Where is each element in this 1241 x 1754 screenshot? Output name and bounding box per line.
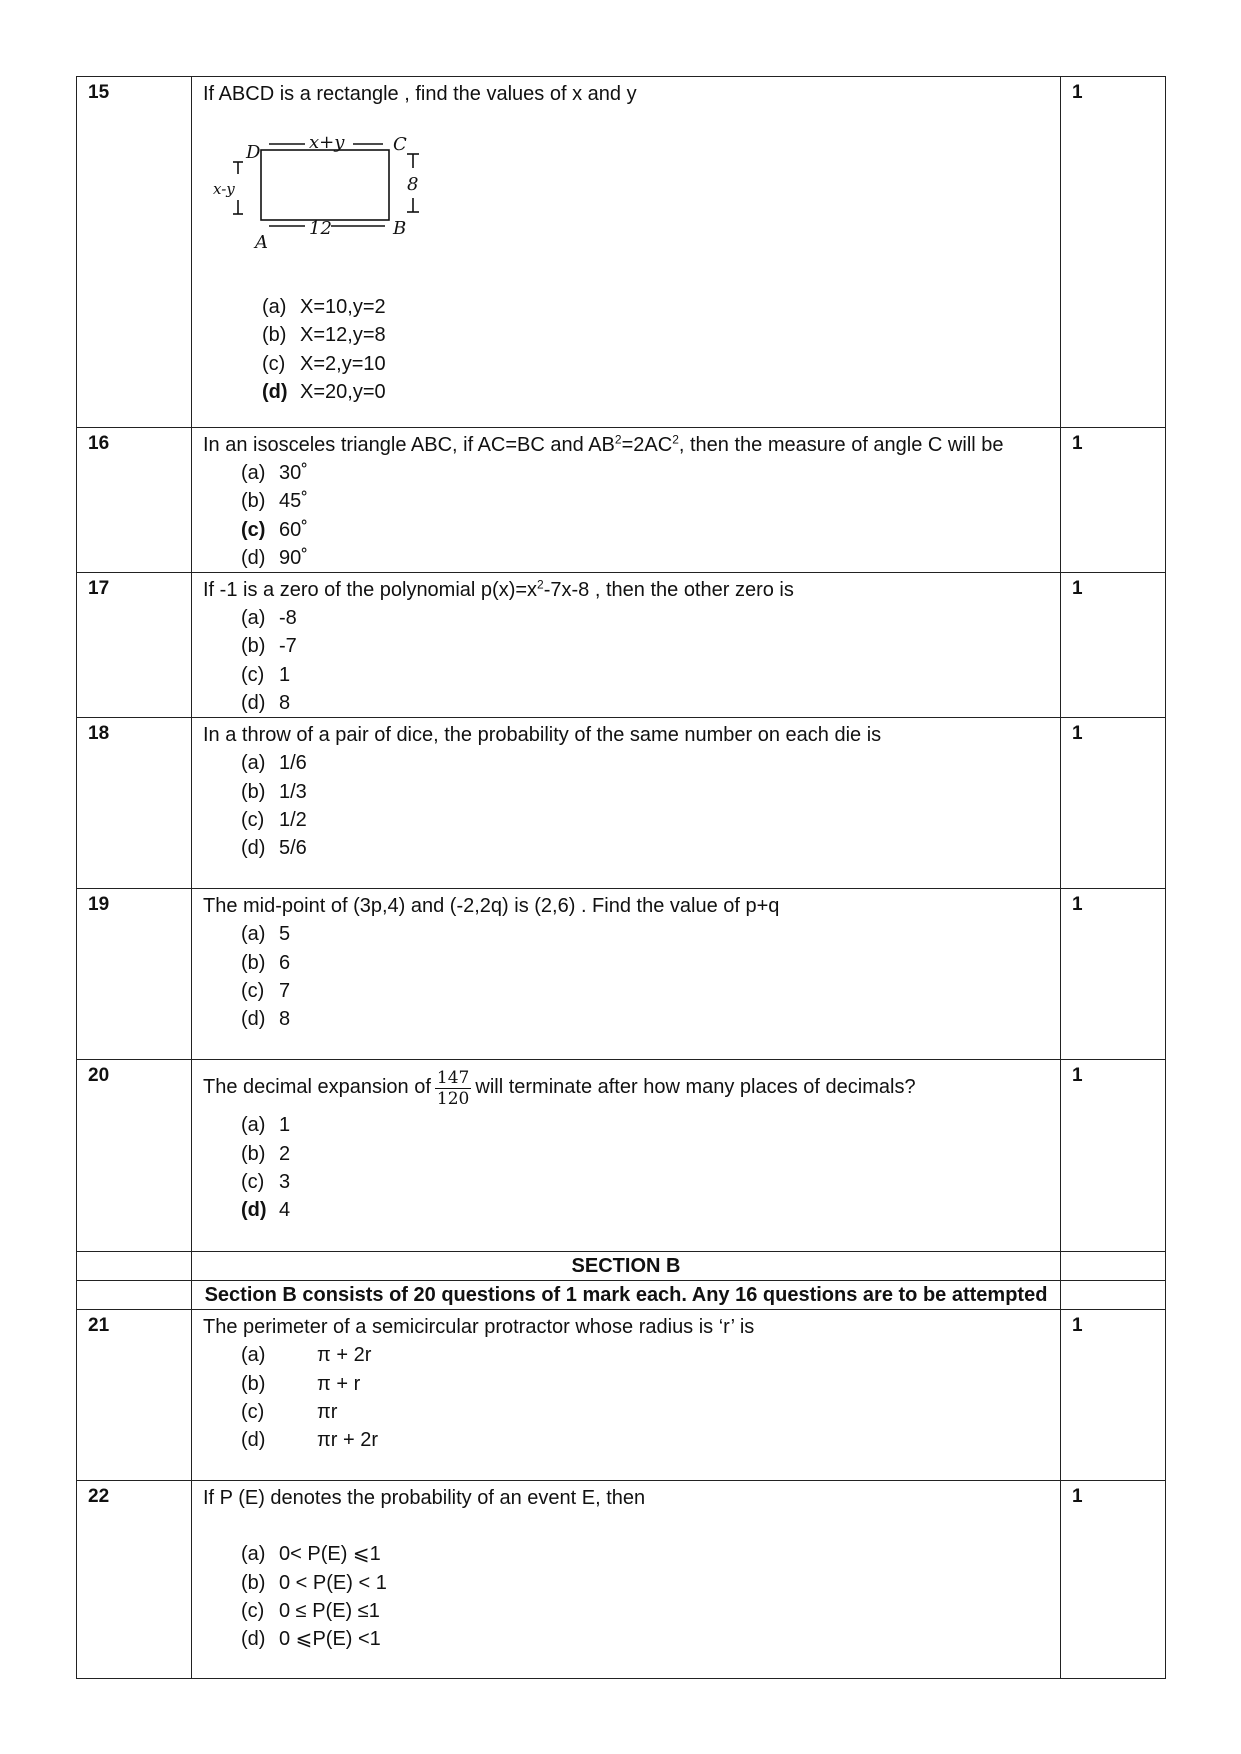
question-cell xyxy=(192,1060,1061,1252)
option-c: (c) 1/2 xyxy=(241,808,307,831)
options-list xyxy=(241,920,1052,1033)
marks: 1 xyxy=(1061,1060,1166,1252)
side-label-bottom: 12 xyxy=(309,218,332,239)
option-a: (a) 0< P(E) ⩽1 xyxy=(241,1543,381,1566)
options-list xyxy=(241,749,1052,862)
rectangle-figure xyxy=(213,128,473,268)
option-d: (d) 8 xyxy=(241,692,291,715)
question-number: 17 xyxy=(77,573,192,718)
question-number: 18 xyxy=(77,718,192,889)
marks: 1 xyxy=(1061,573,1166,718)
question-cell xyxy=(192,1481,1061,1679)
question-cell xyxy=(192,573,1061,718)
question-cell xyxy=(192,428,1061,573)
marks: 1 xyxy=(1061,718,1166,889)
section-row xyxy=(77,1281,1166,1310)
side-label-right: 8 xyxy=(407,174,419,195)
question-text: In a throw of a pair of dice, the probability of the same number on each die is xyxy=(203,724,882,747)
vertex-label-c: C xyxy=(393,134,407,155)
question-text: The mid-point of (3p,4) and (-2,2q) is (2,6) . Find the value of p+q xyxy=(203,895,780,918)
option-b: (b) 1/3 xyxy=(241,780,307,803)
vertex-label-a: A xyxy=(255,232,268,253)
question-cell xyxy=(192,889,1061,1060)
options-list xyxy=(241,1111,1052,1224)
section-subtitle: Section B consists of 20 questions of 1 mark each. Any 16 questions are to be attempted xyxy=(192,1281,1061,1310)
vertex-label-b: B xyxy=(393,218,407,239)
question-text: If -1 is a zero of the polynomial $p(x)=x^2-7x-8$ , then the other zero is xyxy=(203,577,794,602)
option-d: (d) πr + 2r xyxy=(241,1429,379,1452)
section-row xyxy=(77,1252,1166,1281)
question-number: 21 xyxy=(77,1310,192,1481)
option-b: (b) -7 xyxy=(241,635,297,658)
option-a: (a) 1/6 xyxy=(241,752,307,775)
option-d: (d) 5/6 xyxy=(241,837,307,860)
option-a: (a) π + 2r xyxy=(241,1344,372,1367)
option-d: (d) X=20,y=0 xyxy=(262,380,386,403)
option-c: (c) 7 xyxy=(241,979,291,1002)
question-row xyxy=(77,573,1166,718)
option-a: (a) -8 xyxy=(241,607,297,630)
marks: 1 xyxy=(1061,428,1166,573)
side-label-left: x-y xyxy=(213,180,235,198)
options-list xyxy=(241,1540,1052,1653)
option-c: (c) πr xyxy=(241,1400,338,1423)
question-row xyxy=(77,77,1166,428)
options-list xyxy=(241,459,1052,572)
options-list xyxy=(241,1341,1052,1454)
question-text: The decimal expansion of $\frac{147}{120}$ will terminate after how many places of decimals? xyxy=(203,1067,916,1109)
side-label-top: x+y xyxy=(309,132,345,153)
question-number: 20 xyxy=(77,1060,192,1252)
marks: 1 xyxy=(1061,889,1166,1060)
option-b: (b) π + r xyxy=(241,1372,361,1395)
vertex-label-d: D xyxy=(246,142,261,163)
question-row xyxy=(77,428,1166,573)
options-list xyxy=(241,604,1052,717)
option-c: (c) 1 xyxy=(241,663,291,686)
question-text: In an isosceles triangle ABC, if AC=BC and $AB^2=2AC^2$, then the measure of angle C will be xyxy=(203,432,1004,456)
question-row xyxy=(77,718,1166,889)
question-cell xyxy=(192,77,1061,428)
option-d: (d) 8 xyxy=(241,1008,291,1031)
question-number: 19 xyxy=(77,889,192,1060)
option-b: (b) 45˚ xyxy=(241,490,308,513)
option-d: (d) 4 xyxy=(241,1199,291,1222)
question-cell xyxy=(192,718,1061,889)
option-c: (c) 3 xyxy=(241,1170,291,1193)
question-row xyxy=(77,1060,1166,1252)
fraction: $\frac{147}{120}$ xyxy=(436,1067,470,1109)
question-cell xyxy=(192,1310,1061,1481)
question-text: The perimeter of a semicircular protractor whose radius is ‘r’ is xyxy=(203,1316,755,1339)
question-row xyxy=(77,889,1166,1060)
question-text: If P (E) denotes the probability of an event E, then xyxy=(203,1487,646,1510)
option-b: (b) 0 < P(E) < 1 xyxy=(241,1571,387,1594)
section-title: SECTION B xyxy=(192,1252,1061,1281)
option-b: (b) 2 xyxy=(241,1142,291,1165)
marks: 1 xyxy=(1061,1481,1166,1679)
option-a: (a) X=10,y=2 xyxy=(262,296,386,318)
question-text: If ABCD is a rectangle , find the values of x and y xyxy=(203,83,637,105)
question-table xyxy=(76,76,1166,1679)
option-b: (b) X=12,y=8 xyxy=(262,324,386,347)
option-d: (d) 0 ⩽P(E) <1 xyxy=(241,1628,381,1651)
option-a: (a) 5 xyxy=(241,923,291,946)
question-number: 22 xyxy=(77,1481,192,1679)
marks: 1 xyxy=(1061,77,1166,428)
question-row xyxy=(77,1310,1166,1481)
options-list xyxy=(262,293,1052,406)
option-d: (d) 90˚ xyxy=(241,546,308,569)
option-c: (c) X=2,y=10 xyxy=(262,352,386,375)
option-c: (c) 60˚ xyxy=(241,518,308,541)
option-a: (a) 30˚ xyxy=(241,462,308,484)
question-row xyxy=(77,1481,1166,1679)
rectangle-abcd xyxy=(261,150,389,220)
option-b: (b) 6 xyxy=(241,951,291,974)
option-c: (c) 0 ≤ P(E) ≤1 xyxy=(241,1599,380,1622)
question-number: 16 xyxy=(77,428,192,573)
marks: 1 xyxy=(1061,1310,1166,1481)
option-a: (a) 1 xyxy=(241,1114,291,1137)
question-number: 15 xyxy=(77,77,192,428)
